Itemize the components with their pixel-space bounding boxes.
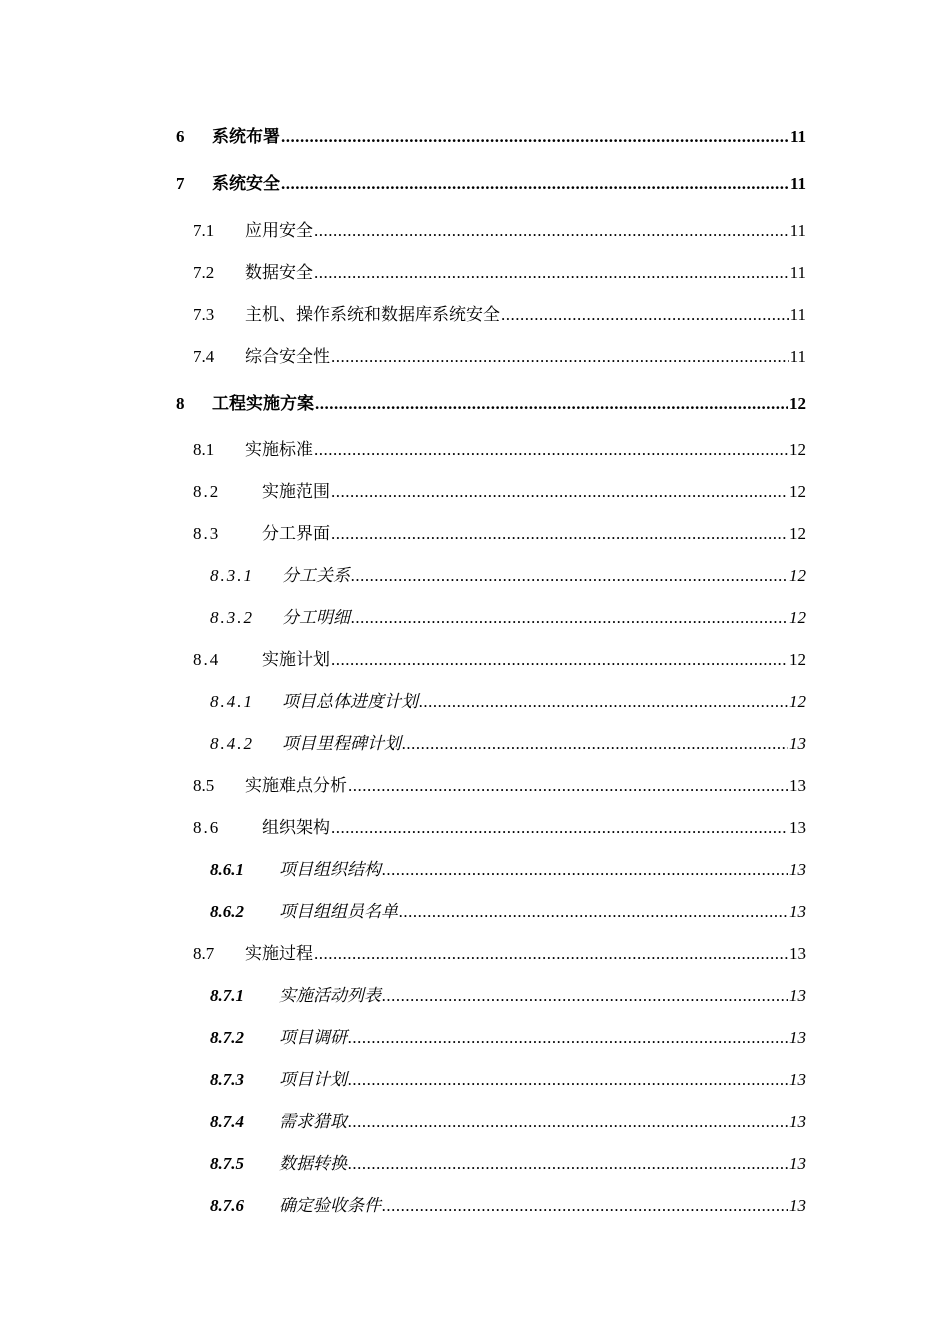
toc-entry-8-4-1[interactable] — [210, 689, 806, 715]
toc-entry-8-4[interactable] — [193, 647, 806, 673]
toc-entry-title: 综合安全性 — [245, 347, 330, 366]
toc-entry-page: 12 — [789, 692, 806, 711]
toc-entry-title: 实施过程 — [245, 944, 313, 963]
toc-entry-7-4[interactable] — [193, 344, 806, 370]
toc-entry-page: 13 — [789, 944, 806, 963]
toc-entry-title: 项目调研 — [279, 1028, 347, 1047]
toc-entry-8-1[interactable] — [193, 437, 806, 463]
toc-entry-title: 主机、操作系统和数据库系统安全 — [245, 305, 500, 324]
dot-leader — [419, 689, 788, 715]
toc-entry-8-3-2[interactable] — [210, 605, 806, 631]
toc-entry-8-7-2[interactable] — [210, 1025, 806, 1051]
toc-entry-number: 8.4 — [193, 650, 221, 669]
toc-entry-page: 13 — [789, 1070, 806, 1089]
toc-entry-page: 11 — [789, 127, 806, 146]
toc-entry-number: 8.5 — [193, 776, 215, 795]
dot-leader — [402, 731, 788, 757]
toc-entry-number: 8.7.3 — [210, 1070, 244, 1089]
dot-leader — [382, 857, 788, 883]
toc-entry-8-7[interactable] — [193, 941, 806, 967]
toc-entry-title: 确定验收条件 — [279, 1196, 381, 1215]
toc-entry-title: 分工明细 — [282, 608, 350, 627]
toc-entry-number: 8.6.1 — [210, 860, 244, 879]
toc-entry-7[interactable] — [176, 171, 806, 197]
toc-entry-page: 11 — [789, 174, 806, 193]
toc-entry-title: 项目计划 — [279, 1070, 347, 1089]
dot-leader — [501, 302, 789, 328]
toc-entry-8-2[interactable] — [193, 479, 806, 505]
toc-entry-8[interactable] — [176, 391, 806, 417]
toc-entry-page: 12 — [789, 566, 806, 585]
toc-entry-number: 8.7.6 — [210, 1196, 244, 1215]
toc-entry-title: 分工界面 — [262, 524, 330, 543]
toc-entry-number: 7.3 — [193, 305, 215, 324]
toc-entry-title: 系统布署 — [212, 127, 280, 146]
toc-entry-8-4-2[interactable] — [210, 731, 806, 757]
toc-entry-page: 13 — [789, 1112, 806, 1131]
toc-entry-page: 11 — [789, 221, 806, 240]
toc-entry-title: 数据安全 — [245, 263, 313, 282]
toc-entry-number: 7.4 — [193, 347, 215, 366]
dot-leader — [314, 941, 788, 967]
dot-leader — [348, 1025, 788, 1051]
toc-entry-title: 实施范围 — [262, 482, 330, 501]
toc-entry-8-5[interactable] — [193, 773, 806, 799]
toc-entry-8-6-2[interactable] — [210, 899, 806, 925]
dot-leader — [331, 647, 788, 673]
dot-leader — [351, 605, 788, 631]
toc-entry-number: 8.2 — [193, 482, 221, 501]
toc-entry-8-7-4[interactable] — [210, 1109, 806, 1135]
toc-entry-page: 11 — [789, 263, 806, 282]
toc-entry-number: 8.4.2 — [210, 734, 254, 753]
toc-entry-title: 分工关系 — [282, 566, 350, 585]
toc-entry-title: 需求猎取 — [279, 1112, 347, 1131]
toc-entry-8-6-1[interactable] — [210, 857, 806, 883]
dot-leader — [281, 171, 789, 197]
toc-entry-page: 12 — [789, 650, 806, 669]
toc-entry-number: 8.6.2 — [210, 902, 244, 921]
toc-entry-title: 项目组织结构 — [279, 860, 381, 879]
toc-entry-8-6[interactable] — [193, 815, 806, 841]
toc-entry-title: 应用安全 — [245, 221, 313, 240]
toc-entry-number: 6 — [176, 127, 185, 146]
toc-entry-number: 8.3 — [193, 524, 221, 543]
dot-leader — [382, 1193, 788, 1219]
dot-leader — [382, 983, 788, 1009]
dot-leader — [315, 391, 788, 417]
dot-leader — [399, 899, 788, 925]
toc-entry-8-7-1[interactable] — [210, 983, 806, 1009]
toc-entry-7-1[interactable] — [193, 218, 806, 244]
toc-entry-title: 项目组组员名单 — [279, 902, 398, 921]
toc-entry-number: 8.1 — [193, 440, 215, 459]
toc-entry-6[interactable] — [176, 124, 806, 150]
toc-entry-8-3[interactable] — [193, 521, 806, 547]
dot-leader — [348, 1109, 788, 1135]
toc-entry-number: 8.3.2 — [210, 608, 254, 627]
toc-entry-number: 8.4.1 — [210, 692, 254, 711]
toc-entry-title: 实施标准 — [245, 440, 313, 459]
toc-entry-number: 8 — [176, 394, 185, 413]
toc-entry-7-2[interactable] — [193, 260, 806, 286]
toc-entry-8-7-6[interactable] — [210, 1193, 806, 1219]
toc-entry-page: 11 — [789, 347, 806, 366]
toc-entry-number: 7 — [176, 174, 185, 193]
toc-entry-title: 项目里程碑计划 — [282, 734, 401, 753]
dot-leader — [348, 1151, 788, 1177]
dot-leader — [281, 124, 789, 150]
dot-leader — [314, 437, 788, 463]
toc-entry-page: 13 — [789, 1154, 806, 1173]
toc-entry-title: 系统安全 — [212, 174, 280, 193]
toc-entry-title: 实施计划 — [262, 650, 330, 669]
dot-leader — [314, 218, 789, 244]
dot-leader — [331, 815, 788, 841]
toc-entry-page: 12 — [789, 394, 806, 413]
dot-leader — [351, 563, 788, 589]
toc-entry-page: 13 — [789, 734, 806, 753]
toc-entry-number: 8.7.4 — [210, 1112, 244, 1131]
toc-entry-page: 13 — [789, 818, 806, 837]
toc-entry-page: 13 — [789, 860, 806, 879]
toc-entry-page: 11 — [789, 305, 806, 324]
toc-entry-title: 项目总体进度计划 — [282, 692, 418, 711]
toc-entry-number: 8.7 — [193, 944, 215, 963]
toc-entry-page: 12 — [789, 482, 806, 501]
toc-entry-page: 12 — [789, 440, 806, 459]
toc-entry-page: 12 — [789, 608, 806, 627]
toc-entry-number: 8.7.2 — [210, 1028, 244, 1047]
toc-entry-7-3[interactable] — [193, 302, 806, 328]
toc-entry-number: 7.2 — [193, 263, 215, 282]
toc-entry-8-7-3[interactable] — [210, 1067, 806, 1093]
toc-entry-title: 组织架构 — [262, 818, 330, 837]
toc-entry-title: 实施活动列表 — [279, 986, 381, 1005]
toc-entry-page: 13 — [789, 776, 806, 795]
toc-entry-title: 数据转换 — [279, 1154, 347, 1173]
toc-entry-8-7-5[interactable] — [210, 1151, 806, 1177]
toc-entry-number: 8.3.1 — [210, 566, 254, 585]
toc-entry-page: 13 — [789, 1196, 806, 1215]
dot-leader — [331, 521, 788, 547]
dot-leader — [331, 479, 788, 505]
dot-leader — [348, 1067, 788, 1093]
toc-entry-number: 8.6 — [193, 818, 221, 837]
toc-entry-number: 8.7.1 — [210, 986, 244, 1005]
toc-entry-page: 12 — [789, 524, 806, 543]
dot-leader — [348, 773, 788, 799]
toc-entry-page: 13 — [789, 1028, 806, 1047]
toc-entry-number: 7.1 — [193, 221, 215, 240]
toc-entry-title: 工程实施方案 — [212, 394, 314, 413]
toc-entry-8-3-1[interactable] — [210, 563, 806, 589]
toc-entry-page: 13 — [789, 902, 806, 921]
dot-leader — [314, 260, 789, 286]
dot-leader — [331, 344, 789, 370]
toc-entry-title: 实施难点分析 — [245, 776, 347, 795]
toc-entry-number: 8.7.5 — [210, 1154, 244, 1173]
toc-entry-page: 13 — [789, 986, 806, 1005]
